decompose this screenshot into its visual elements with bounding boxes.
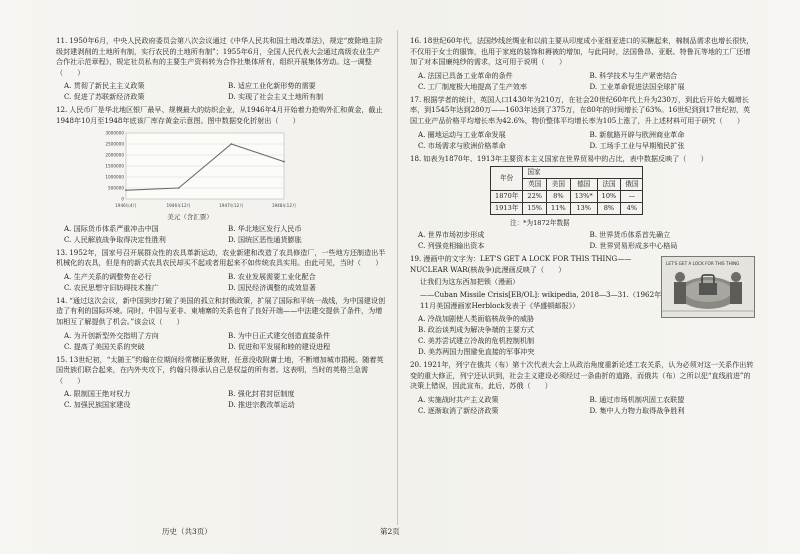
option-a[interactable]: A. 实施战时共产主义政策 (418, 394, 499, 404)
question-text: 1952年，国家号召开展群众性的农具革新运动，农业新建和改造了农具修造厂，一些地方还制造出半机械化的农具，但是有的新式农具农民却买不起或者用起来不如传统农具实用。由此可见，当时（ ） (56, 247, 386, 268)
option-a[interactable]: A. 限制国王绝对权力 (64, 389, 131, 399)
table-cell: 13% (570, 203, 597, 215)
figure-left-head (675, 272, 685, 282)
table-cell: 8% (547, 191, 571, 203)
y-tick-label: 2500000 (105, 141, 124, 147)
question-number: 13. (56, 247, 68, 257)
question-number: 15. (56, 354, 68, 364)
question-text: “通过这次会议，新中国到步打破了美国的孤立和封锁政策，扩展了国际和平统一战线，为中国建设创造了有利的国际环境。同时，中国与亚非、東埔寨的关系也有了良好开端——中法建交提供了条件，为增加相互了解提供了机会。”该会议（ ） (56, 295, 386, 326)
option-c[interactable]: C. 农民思想守旧妨碍技术推广 (64, 282, 159, 292)
option-b[interactable]: B. 强化封君封臣制度 (228, 389, 295, 399)
option-b[interactable]: B. 华北地区发行人民币 (228, 223, 302, 233)
figure-right-body (730, 282, 742, 304)
data-point (283, 160, 285, 162)
question-19-options (418, 313, 755, 357)
question-20 (410, 360, 755, 392)
option-c[interactable]: C. 逐渐取消了新经济政策 (418, 405, 499, 415)
question-13 (56, 248, 386, 269)
option-a[interactable]: A. 法国已具备工业革命的条件 (418, 70, 513, 80)
question-18 (410, 154, 755, 165)
question-number: 19. (410, 254, 422, 264)
y-tick-label: 2000000 (105, 152, 124, 158)
option-c[interactable]: C. 促进了苏联新经济政策 (64, 92, 145, 102)
option-d[interactable]: D. 工业革命促进法国全球扩展 (589, 81, 685, 91)
question-13-options (64, 271, 386, 293)
table-cell: 15% (523, 203, 547, 215)
option-b[interactable]: B. 适应工业化新形势的需要 (228, 81, 316, 91)
table-note: 注：*为1872年数据 (510, 219, 570, 228)
option-b[interactable]: B. 为中日正式建交创造直接条件 (228, 330, 330, 340)
padlock-body (699, 283, 717, 295)
option-d[interactable]: D. 工场手工业与早期殖民扩张 (589, 140, 685, 150)
y-tick-label: 3000000 (105, 130, 124, 136)
nuclear-lock-cartoon (661, 256, 755, 318)
y-tick-label: 1000000 (105, 174, 124, 180)
option-a[interactable]: A. 世界市场初步形成 (418, 230, 485, 240)
option-d[interactable]: D. 促进和平发展和睦的建设进程 (228, 341, 331, 351)
y-tick-label: 0 (121, 196, 124, 202)
figure-left-body (674, 282, 686, 304)
x-tick-label: 1946年4月 (115, 202, 137, 208)
question-number: 20. (410, 360, 422, 370)
option-d[interactable]: D. 国民经济调整的成效显著 (228, 282, 316, 292)
cartoon-caption-text: LET'S GET A LOCK FOR THIS THING (666, 261, 740, 267)
table-country-cell: 英国 (523, 179, 547, 191)
gold-reserve-chart (90, 129, 297, 211)
chart-caption: 美元（含汇票） (167, 212, 213, 221)
table-cell: 11% (547, 203, 571, 215)
question-19-block (410, 254, 755, 311)
y-tick-label: 1500000 (105, 163, 124, 169)
table-row (491, 191, 643, 203)
question-12-options (64, 223, 386, 245)
option-b[interactable]: B. 科学技术与生产紧密结合 (589, 70, 678, 80)
option-a[interactable]: A. 贯彻了新民主主义政策 (64, 81, 145, 91)
table-cell: 4% (621, 203, 643, 215)
question-text: 1921年，列宁在俄共（布）第十次代表大会上从政治角度重新论述工农关系，认为必须对这一关系作出转变的重大修正，列宁还认识到，社会主义建设必须经过一条曲折的道路，而俄共（布）之所以犯“直线前进”的决策上错误，因此宣布，此后，苏俄（ ） (410, 360, 754, 391)
question-number: 11. (56, 36, 68, 45)
right-column (410, 36, 755, 419)
question-17 (410, 95, 755, 127)
option-d[interactable]: D. 美苏两国力图避免直接的军事冲突 (418, 347, 535, 357)
column-divider (397, 30, 398, 525)
question-11-options (64, 80, 386, 102)
table-cell: — (621, 191, 643, 203)
question-number: 12. (56, 105, 68, 115)
table-cell: 10% (597, 191, 621, 203)
option-c[interactable]: C. 加强民族国家建设 (64, 400, 131, 410)
table-cell: 22% (523, 191, 547, 203)
table-cell: 13%* (570, 191, 597, 203)
option-b[interactable]: B. 世界货币体系首先确立 (589, 230, 671, 240)
cartoon-title: 让我们为这东西加把锁（漫画） (420, 277, 520, 287)
option-c[interactable]: C. 人民解放战争取得决定性胜利 (64, 234, 166, 244)
option-d[interactable]: D. 集中人力物力取得战争胜利 (589, 405, 685, 415)
table-row (491, 203, 643, 215)
option-b[interactable]: B. 农业发展需要工业化配合 (228, 271, 316, 281)
question-20-options (418, 394, 755, 416)
question-text: 18世纪60年代，法国纱线丝绸业和以前主要从印度成小亚细亚进口的买糖起来，棉制品需求也增长很快，不仅用于女士的服饰，也用于家庭的装饰和褥被的增加，与此同时，法国鲁昂、亚眠、特鲁瓦等地的工厂还增加了对本国廉纯纱的需求，这可用于说明（ ） (410, 36, 754, 67)
question-number: 16. (410, 36, 422, 45)
cartoon-source: ——Cuban Missile Crisis[EB/OL]: wikipedia, 2018—3—31.（1962年11月美国漫画家Herblock发表于《华盛顿邮报》） (420, 289, 662, 310)
question-16 (410, 36, 755, 68)
data-point (230, 143, 232, 145)
table-header-row (491, 167, 643, 179)
question-11 (56, 36, 386, 78)
table-country-cell: 德国 (570, 179, 597, 191)
data-point (125, 189, 127, 191)
question-16-options (418, 70, 755, 92)
option-a[interactable]: A. 生产关系的调整势在必行 (64, 271, 152, 281)
option-a[interactable]: A. 冷战加剧使人类面临核战争的威胁 (418, 314, 535, 324)
table-header-country: 国家 (523, 167, 643, 179)
question-12 (56, 105, 386, 126)
y-tick-label: 500000 (108, 185, 124, 191)
trade-share-table-wrap (490, 166, 755, 215)
trade-share-table (490, 166, 643, 215)
table-year-cell: 1913年 (491, 203, 523, 215)
question-14 (56, 296, 386, 328)
option-c[interactable]: C. 工厂制度极大地提高了生产效率 (418, 81, 527, 91)
option-c[interactable]: C. 提高了美国关系的突破 (64, 341, 145, 351)
question-text: 1950年6月，中央人民政府委员会第八次会议通过《中华人民共和国土地改革法》，规定“废除地主阶级封建剥削的土地所有制，实行农民的土地所有制”；1955年6月，全国人民代表大会通过高级农业生产合作社示范章程》，规定社员私有的主要生产资料转为合作社集体所有，组织开展集体劳动。这一调整（ ） (56, 36, 383, 77)
table-country-cell: 俄国 (621, 179, 643, 191)
option-d[interactable]: D. 实现了社会主义土地所有制 (228, 92, 324, 102)
question-15 (56, 355, 386, 387)
question-text: 漫画中的文字为：LET'S GET A LOCK FOR THIS THING——NUCLEAR WAR(核战争)此漫画反映了（ ） (410, 254, 632, 274)
option-a[interactable]: A. 圈地运动与工业革命发展 (418, 129, 506, 139)
x-tick-label: 1948年12月 (271, 202, 297, 208)
option-a[interactable]: A. 国际货币体系严重冲击中国 (64, 223, 159, 233)
left-column (56, 36, 386, 413)
question-15-options (64, 388, 386, 410)
option-c[interactable]: C. 美苏尝试建立冷战的危机控制机制 (418, 336, 535, 346)
question-text: 如表为1870年、1913年主要资本主义国家在世界贸易中的占比，表中数据反映了（ ） (423, 153, 708, 163)
x-tick-label: 1946年12月 (166, 202, 191, 208)
table-header-year: 年份 (491, 167, 523, 191)
option-b[interactable]: B. 新航路开辟与欧洲商业革命 (589, 129, 685, 139)
table-country-cell: 法国 (597, 179, 621, 191)
option-b[interactable]: B. 通过市场机制巩固工农联盟 (589, 394, 685, 404)
table-country-cell: 美国 (547, 179, 571, 191)
cartoon-image (662, 257, 754, 317)
question-text: 13世纪初，“太随王”约翰在位期间经常横征暴敛财，任意没收附庸土地，不断增加城市捐税。随着英国贵族们联合起来，在内外夹攻下，约翰只得承认自己是权益的所有者。这表明，当时的英格兰急需（ ） (56, 354, 384, 385)
question-14-options (64, 330, 386, 352)
question-number: 14. (56, 295, 68, 305)
question-text: 根据学者的统计，英国人口1430年为210万，在社会20世纪60年代上升为230万，到此后开始大幅增长率，到1545年达到280万——1603年达到了375万，在80年的时间增长了63%。16世纪到到17世纪初，英国工业产品价格平均增长率为42.6%，物价整体平均增长率为105上涨了，升上述材料可用于研究（ ） (410, 94, 751, 125)
question-17-options (418, 129, 755, 151)
option-b[interactable]: B. 政治谈判成为解决争端的主要方式 (418, 325, 535, 335)
question-number: 18. (410, 153, 422, 163)
data-point (178, 187, 180, 189)
question-18-options (418, 229, 755, 251)
x-tick-label: 1947年12月 (219, 202, 244, 208)
figure-right-head (731, 272, 741, 282)
table-year-cell: 1870年 (491, 191, 523, 203)
question-text: 人民币厂是华北地区银厂最早、规模最大的纺织企业，从1946年4月开始着力抢购外汇和黄金，截止1948年10月至1948年底该厂库存黄金示意图。图中数据变化折射出（ ） (56, 105, 383, 125)
option-a[interactable]: A. 为开创新型外交指明了方向 (64, 330, 159, 340)
option-d[interactable]: D. 世界贸易形成多中心格局 (589, 241, 678, 251)
table-cell: 8% (597, 203, 621, 215)
question-19 (410, 254, 655, 275)
option-d[interactable]: D. 国统区恶性通货膨胀 (228, 234, 302, 244)
footer-page-info: 历史（共3页） (162, 527, 212, 536)
footer-page-number: 第2页 (380, 527, 400, 536)
line-chart-svg (90, 129, 297, 211)
option-d[interactable]: D. 推进宗教改革运动 (228, 400, 295, 410)
question-number: 17. (410, 94, 422, 104)
option-c[interactable]: C. 列强竞相输出资本 (418, 241, 485, 251)
option-c[interactable]: C. 市场需求与欧洲价格革命 (418, 140, 506, 150)
